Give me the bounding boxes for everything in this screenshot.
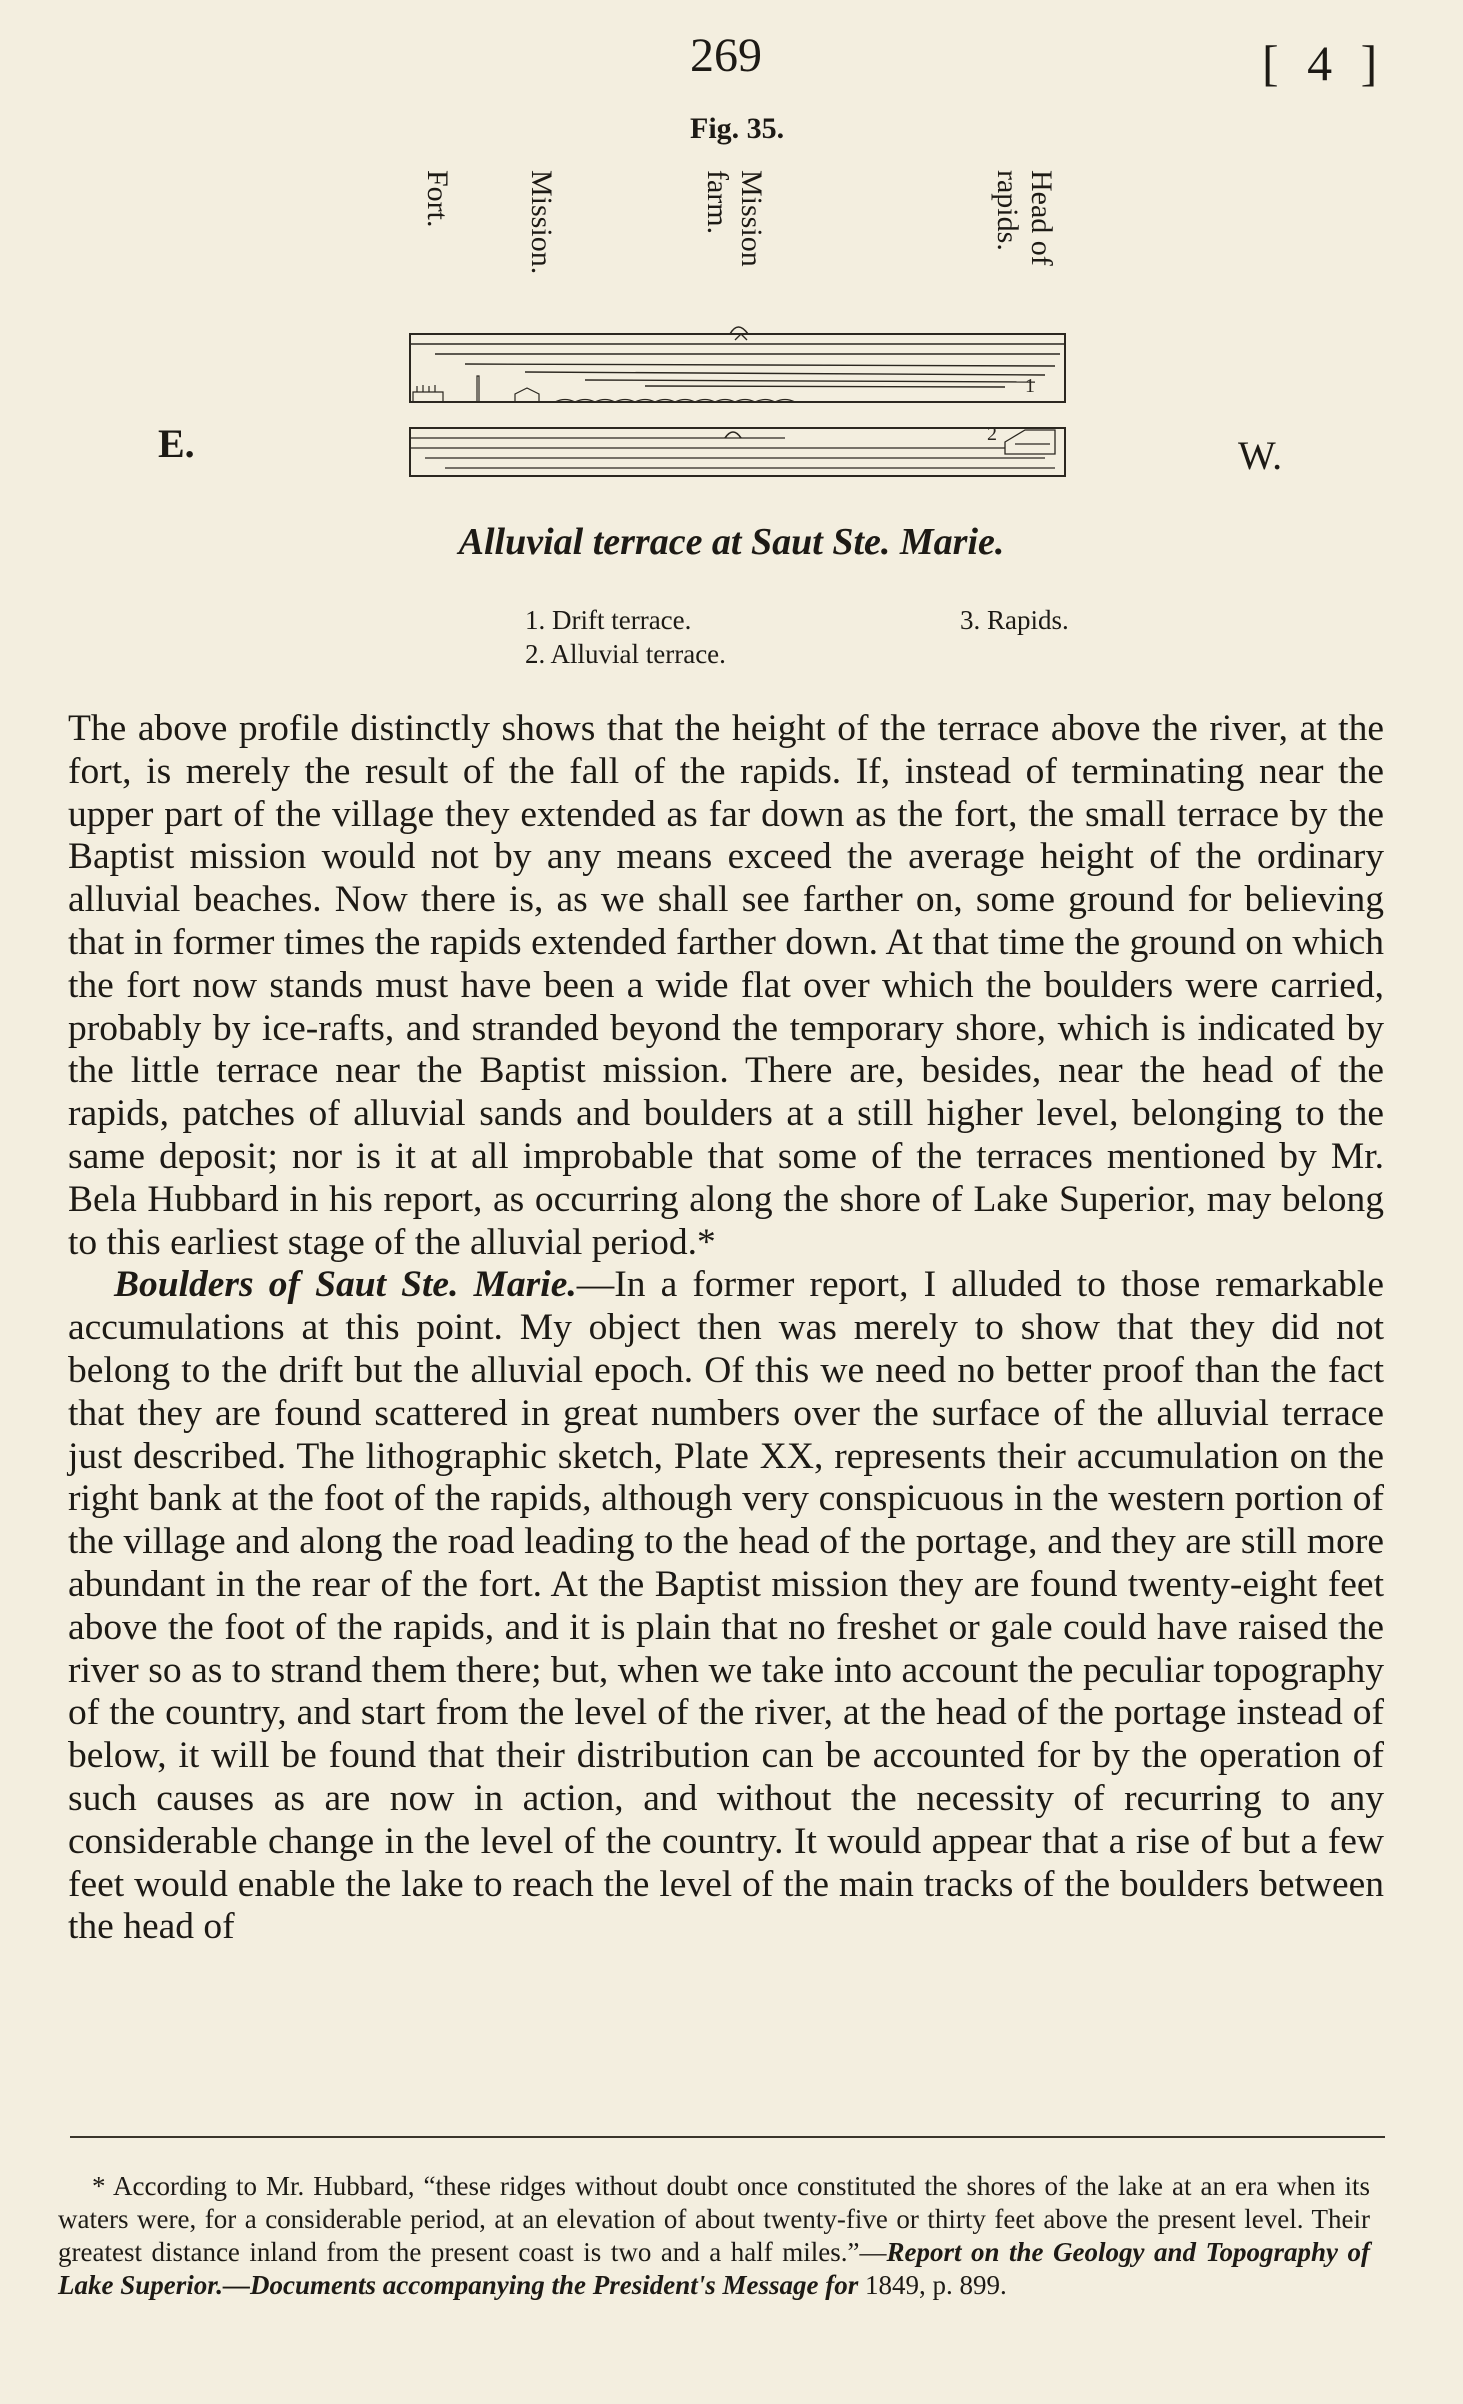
upper-drift-terrace-band [410, 327, 1065, 402]
figure-label-mission: Mission. [525, 170, 558, 275]
paragraph-profile: The above profile distinctly shows that the height of the terrace above the river, at the fort, is merely the result of the fall of the rapids. If, instead of terminating near the upper part of the village they extended as far down as the fort, the small terrace by the Baptist mission would not by any means exceed the average height of the ordinary alluvial beaches. Now there is, as we shall see farther on, some ground for believing that in former times the rapids extended farther down. At that time the ground on which the fort now stands must have been a wide flat over which the boulders were carried, probably by ice-rafts, and stranded beyond the temporary shore, which is indicated by the little terrace near the Baptist mission. There are, besides, near the head of the rapids, patches of alluvial sands and boulders at a still higher level, belonging to the same deposit; nor is it at all improbable that some of the terraces mentioned by Mr. Bela Hubbard in his report, as occurring along the shore of Lake Superior, may belong to this earliest stage of the alluvial period.* [68, 708, 1384, 1263]
profile-marker-1: 1 [1025, 375, 1035, 397]
lower-river-band [410, 423, 1065, 476]
body-text [68, 708, 1384, 1949]
page-number: 269 [690, 29, 762, 82]
footnote-citation: Report on the Geology and Topography of Lake Superior.—Documents accompanying the President's Message for [58, 2237, 1371, 2300]
figure-label: Fig. 35. [690, 112, 785, 145]
figure-legend [525, 603, 1085, 671]
figure-caption: Alluvial terrace at Saut Ste. Marie. [458, 521, 1005, 563]
footnote-year-page: 1849, p. 899. [858, 2270, 1007, 2300]
paragraph-boulders [68, 1264, 1384, 1949]
legend-item-rapids: 3. Rapids. [960, 605, 1069, 635]
direction-west-label: W. [1238, 433, 1283, 478]
footnote-text: * According to Mr. Hubbard, “these ridges without doubt once constituted the shores of the lake at an era when its waters were, for a considerable period, at an elevation of about twenty-five or thirty feet above the present level. Their greatest distance inland from the present coast is two and a half miles.”— [58, 2171, 1370, 2267]
legend-item-drift-terrace: 1. Drift terrace. [525, 605, 692, 635]
profile-marker-2: 2 [987, 423, 997, 445]
figure-label-mission-farm: Mission farm. [701, 170, 768, 267]
paragraph-run-in-heading: Boulders of Saut Ste. Marie. [114, 1264, 577, 1306]
figure-label-head-of-rapids: Head of rapids. [991, 170, 1058, 266]
document-number: [ 4 ] [1262, 35, 1386, 91]
paragraph-boulders-text: —In a former report, I alluded to those remarkable accumulations at this point. My object then was merely to show that they did not belong to the drift but the alluvial epoch. Of this we need no better proof than the fact that they are found scattered in great numbers over the surface of the alluvial terrace just described. The lithographic sketch, Plate XX, represents their accumulation on the right bank at the foot of the rapids, although very conspicuous in the western portion of the village and along the road leading to the head of the portage, and they are still more abundant in the rear of the fort. At the Baptist mission they are found twenty-eight feet above the foot of the rapids, and it is plain that no freshet or gale could have raised the river so as to strand them there; but, when we take into account the peculiar topography of the country, and start from the level of the river, at the head of the portage instead of below, it will be found that their distribution can be accounted for by the operation of such causes as are now in action, and without the necessity of recurring to any considerable change in the level of the country. It would appear that a rise of but a few feet would enable the lake to reach the level of the main tracks of the boulders between the head of [68, 1264, 1384, 1948]
village-buildings [413, 376, 539, 402]
figure-label-fort: Fort. [421, 170, 454, 228]
footnote [58, 2170, 1370, 2302]
legend-item-alluvial-terrace: 2. Alluvial terrace. [525, 639, 726, 669]
terrace-profile-diagram [405, 320, 1075, 485]
alluvial-terrace-line [410, 375, 1065, 402]
direction-east-label: E. [158, 421, 195, 466]
footnote-divider [70, 2136, 1385, 2138]
